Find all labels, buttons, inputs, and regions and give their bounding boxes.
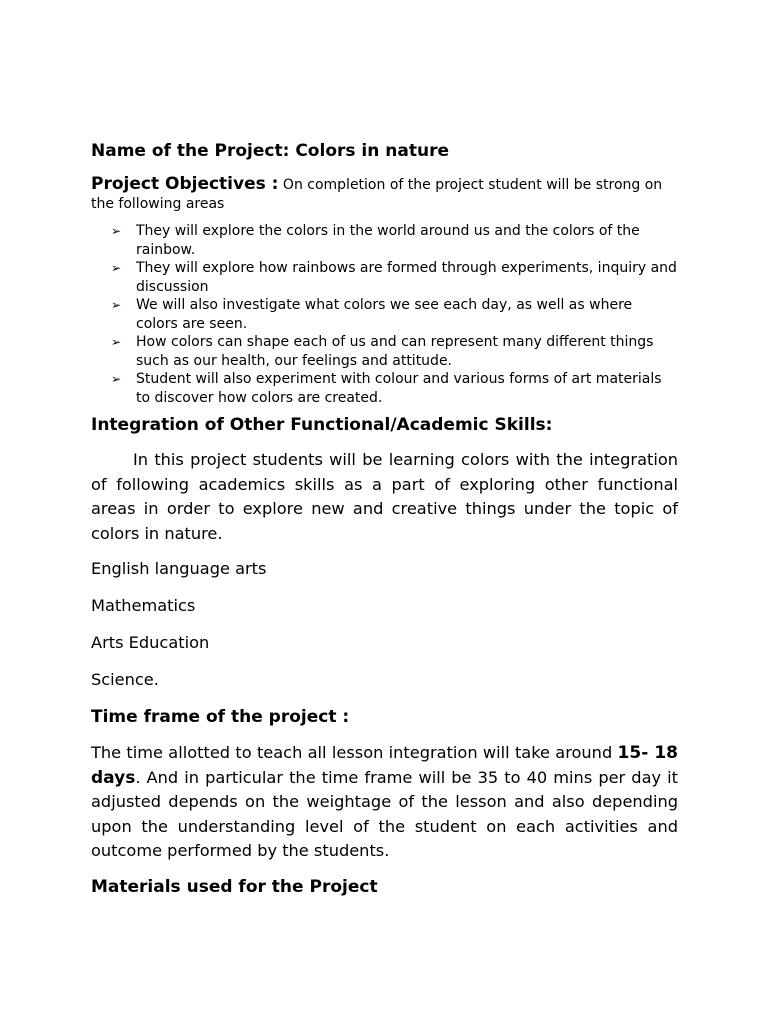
document-page [91,139,678,899]
timeframe-days: 15- 18 days [91,743,678,788]
integration-heading: Integration of Other Functional/Academic Skills: [91,415,553,435]
subject-mathematics: Mathematics [91,596,196,615]
objectives-label: Project Objectives : [91,174,279,194]
timeframe-heading: Time frame of the project : [91,707,350,727]
arrow-bullet-icon: ➢ [111,261,122,275]
objectives-paragraph [91,175,678,214]
integration-paragraph: In this project students will be learning colors with the integration of following academics skills as a part of exploring other functional areas in order to explore new and creative things under the topic of colors in nature. [91,450,678,543]
list-item: ➢ They will explore how rainbows are formed through experiments, inquiry and discussion [111,260,677,295]
arrow-bullet-icon: ➢ [111,298,122,312]
materials-heading: Materials used for the Project [91,876,378,897]
subject-arts-education: Arts Education [91,633,210,652]
arrow-bullet-icon: ➢ [111,224,122,238]
objectives-list [91,222,678,407]
timeframe-paragraph [91,741,678,864]
list-item: ➢ How colors can shape each of us and can represent many different things such as our health, our feelings and attitude. [111,334,654,369]
subject-english: English language arts [91,559,267,578]
arrow-bullet-icon: ➢ [111,335,122,349]
list-item: ➢ We will also investigate what colors we see each day, as well as where colors are seen. [111,297,633,332]
timeframe-text-end: . And in particular the time frame will be 35 to 40 mins per day it adjusted depends on the weightage of the lesson and also depending upon the understanding level of the student on each activities and outcome performed by the students. [91,767,678,860]
timeframe-text-start: The time allotted to teach all lesson integration will take around [91,743,618,762]
list-item: ➢ Student will also experiment with colour and various forms of art materials to discover how colors are created. [111,371,662,406]
arrow-bullet-icon: ➢ [111,372,122,386]
project-name-heading: Name of the Project: Colors in nature [91,141,449,161]
subject-science: Science. [91,670,159,689]
objectives-intro: On completion of the project student will be strong on the following areas [91,177,663,212]
list-item: ➢ They will explore the colors in the world around us and the colors of the rainbow. [111,223,640,258]
